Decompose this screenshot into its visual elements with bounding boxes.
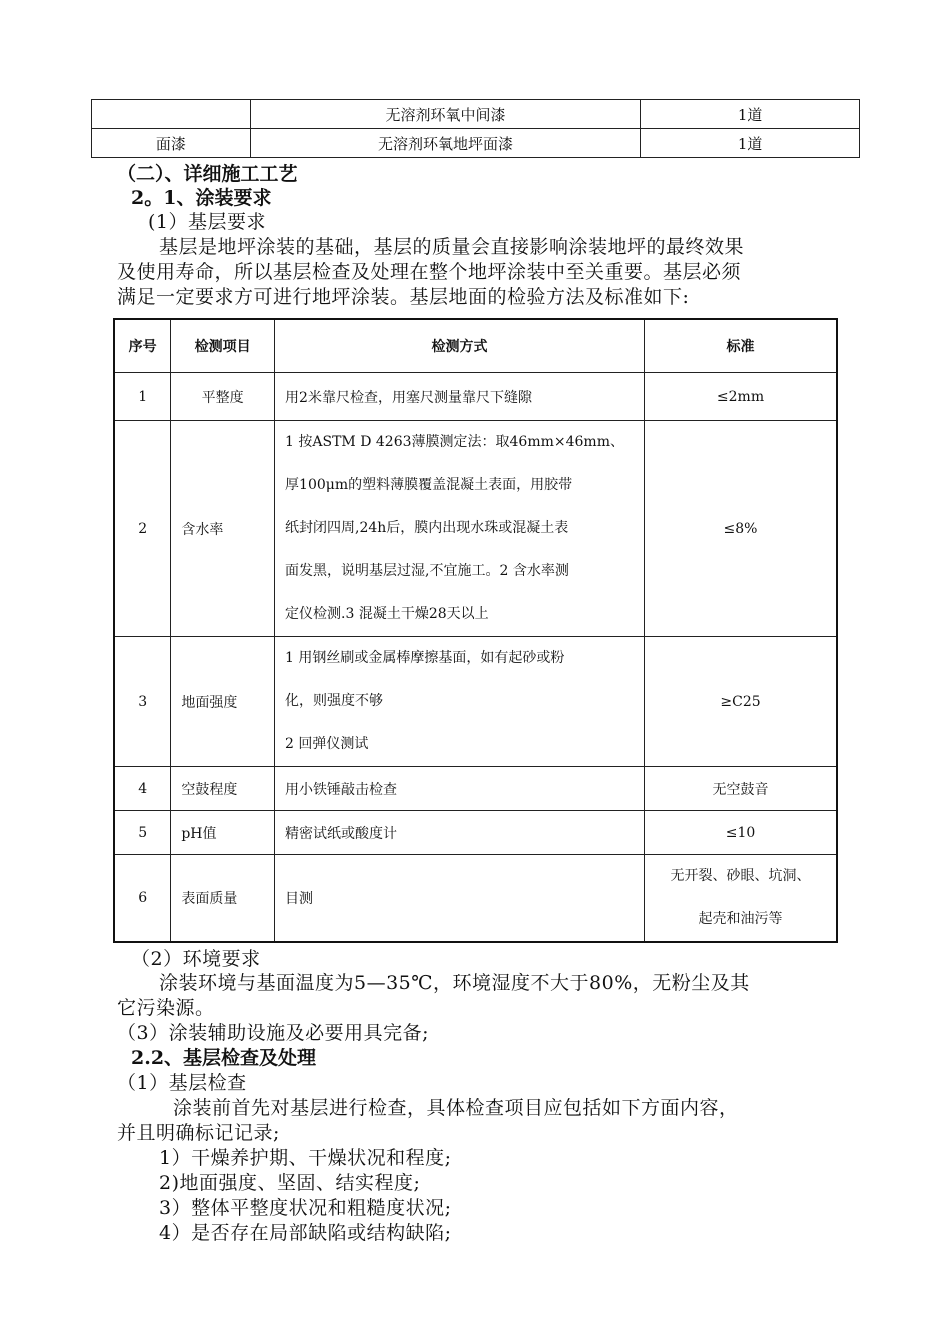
paragraph-heading: （2）环境要求 (131, 948, 261, 970)
paragraph-line: 涂装环境与基面温度为5—35℃，环境湿度不大于80%，无粉尘及其 (159, 972, 750, 994)
header-no: 序号 (114, 319, 171, 373)
row-method: 用2米靠尺检查，用塞尺测量靠尺下缝隙 (275, 373, 645, 421)
method-line: 定仪检测.3 混凝土干燥28天以上 (285, 606, 489, 622)
count-cell: 1道 (641, 100, 860, 129)
paragraph-heading: （1）基层检查 (117, 1072, 247, 1094)
method-line: 纸封闭四周,24h后，膜内出现水珠或混凝土表 (285, 520, 569, 536)
paragraph-line: （3）涂装辅助设施及必要用具完备; (117, 1022, 429, 1044)
row-method: 目测 (275, 855, 645, 943)
paragraph-heading: (1）基层要求 (148, 211, 267, 233)
list-item: 1）干燥养护期、干燥状况和程度; (159, 1147, 452, 1169)
standard-line: 无开裂、砂眼、坑洞、 (670, 868, 811, 884)
row-standard: ≤8% (645, 421, 837, 637)
row-method: 精密试纸或酸度计 (275, 811, 645, 855)
row-standard: ≥C25 (645, 637, 837, 767)
method-line: 1 按ASTM D 4263薄膜测定法：取46mm×46mm、 (285, 434, 624, 450)
table-row (114, 637, 837, 767)
section-title: （二）、详细施工工艺 (117, 163, 298, 185)
table-row (114, 373, 837, 421)
row-standard (645, 855, 837, 943)
subsection-title: 2.2、基层检查及处理 (131, 1047, 317, 1069)
paragraph-line: 并且明确标记记录; (117, 1122, 280, 1144)
material-cell: 无溶剂环氧地坪面漆 (250, 129, 640, 158)
method-line: 化，则强度不够 (285, 693, 384, 709)
table-row (114, 855, 837, 943)
count-cell: 1道 (641, 129, 860, 158)
table-header-row (114, 319, 837, 373)
list-item: 3）整体平整度状况和粗糙度状况; (159, 1197, 452, 1219)
row-item: pH值 (171, 811, 275, 855)
paragraph-line: 它污染源。 (117, 997, 215, 1019)
paragraph-line: 满足一定要求方可进行地坪涂装。基层地面的检验方法及标准如下: (117, 286, 690, 308)
subsection-title: 2。1、涂装要求 (131, 187, 272, 209)
list-item: 4）是否存在局部缺陷或结构缺陷; (159, 1222, 452, 1244)
layer-cell: 面漆 (92, 129, 251, 158)
row-item: 表面质量 (171, 855, 275, 943)
table-row (114, 767, 837, 811)
paragraph-line: 涂装前首先对基层进行检查，具体检查项目应包括如下方面内容， (173, 1097, 739, 1119)
layer-cell (92, 100, 251, 129)
paragraph-line: 及使用寿命，所以基层检查及处理在整个地坪涂装中至关重要。基层必须 (117, 261, 742, 283)
method-line: 厚100μm的塑料薄膜覆盖混凝土表面，用胶带 (285, 477, 573, 493)
row-no: 3 (114, 637, 171, 767)
row-item: 空鼓程度 (171, 767, 275, 811)
row-standard: ≤2mm (645, 373, 837, 421)
method-line: 面发黑，说明基层过湿,不宜施工。2 含水率测 (285, 563, 569, 579)
table-row (92, 100, 860, 129)
row-item: 平整度 (171, 373, 275, 421)
header-standard: 标准 (645, 319, 837, 373)
material-cell: 无溶剂环氧中间漆 (250, 100, 640, 129)
method-line: 1 用钢丝刷或金属棒摩擦基面，如有起砂或粉 (285, 650, 565, 666)
row-no: 4 (114, 767, 171, 811)
row-standard: 无空鼓音 (645, 767, 837, 811)
row-no: 1 (114, 373, 171, 421)
coating-layers-table (91, 99, 860, 158)
method-line: 2 回弹仪测试 (285, 736, 369, 752)
standard-line: 起壳和油污等 (698, 911, 783, 927)
header-item: 检测项目 (171, 319, 275, 373)
row-no: 6 (114, 855, 171, 943)
row-no: 5 (114, 811, 171, 855)
row-method (275, 637, 645, 767)
row-no: 2 (114, 421, 171, 637)
row-item: 含水率 (171, 421, 275, 637)
row-method (275, 421, 645, 637)
table-row (114, 421, 837, 637)
row-standard: ≤10 (645, 811, 837, 855)
table-row (114, 811, 837, 855)
row-item: 地面强度 (171, 637, 275, 767)
table-row (92, 129, 860, 158)
header-method: 检测方式 (275, 319, 645, 373)
list-item: 2)地面强度、坚固、结实程度; (159, 1172, 421, 1194)
paragraph-line: 基层是地坪涂装的基础，基层的质量会直接影响涂装地坪的最终效果 (159, 236, 745, 258)
row-method: 用小铁锤敲击检查 (275, 767, 645, 811)
inspection-table (113, 318, 838, 943)
